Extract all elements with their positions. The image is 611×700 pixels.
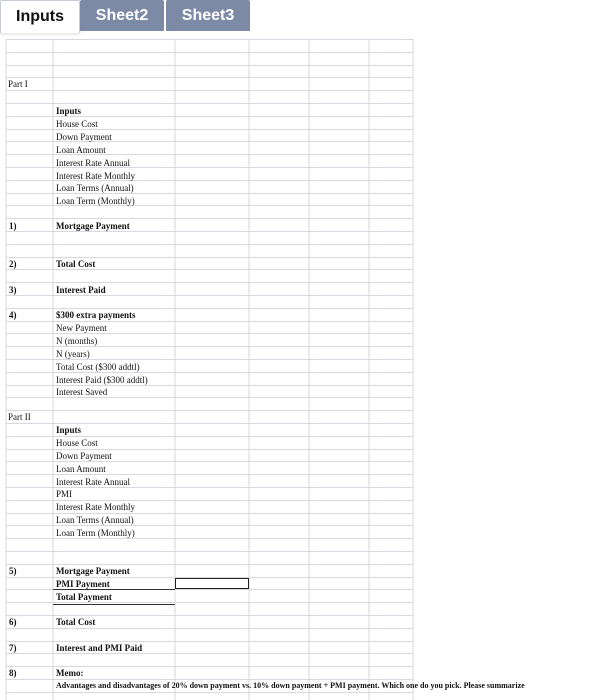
pmi-payment-label: PMI Payment bbox=[56, 579, 110, 589]
interest-paid-label: Interest Paid bbox=[56, 285, 106, 295]
question-6-number: 6) bbox=[9, 617, 17, 627]
total-cost-label: Total Cost bbox=[56, 259, 96, 269]
house-cost-label: House Cost bbox=[56, 119, 98, 129]
total-payment-label: Total Payment bbox=[56, 592, 112, 602]
pmi-payment-selected-cell[interactable] bbox=[175, 578, 249, 589]
house-cost-label-2: House Cost bbox=[56, 438, 98, 448]
interest-rate-monthly-label: Interest Rate Monthly bbox=[56, 171, 135, 181]
n-years-label: N (years) bbox=[56, 349, 90, 359]
question-8-number: 8) bbox=[9, 668, 17, 678]
question-1-number: 1) bbox=[9, 221, 17, 231]
n-months-label: N (months) bbox=[56, 336, 98, 346]
total-cost-extra-label: Total Cost ($300 addtl) bbox=[56, 362, 140, 372]
loan-terms-annual-label: Loan Terms (Annual) bbox=[56, 183, 134, 193]
sheet-tab-bar bbox=[0, 0, 611, 33]
interest-rate-annual-label-2: Interest Rate Annual bbox=[56, 477, 130, 487]
memo-label: Memo: bbox=[56, 668, 84, 678]
mortgage-payment-label: Mortgage Payment bbox=[56, 221, 130, 231]
loan-amount-label-2: Loan Amount bbox=[56, 464, 106, 474]
interest-saved-label: Interest Saved bbox=[56, 387, 108, 397]
loan-amount-label: Loan Amount bbox=[56, 145, 106, 155]
part-ii-label: Part II bbox=[8, 412, 31, 422]
question-4-number: 4) bbox=[9, 310, 17, 320]
total-cost-label-2: Total Cost bbox=[56, 617, 96, 627]
loan-term-monthly-label: Loan Term (Monthly) bbox=[56, 196, 135, 206]
memo-text: Advantages and disadvantages of 20% down payment vs. 10% down payment + PMI payment. Which one do you pick. Please summarize bbox=[56, 681, 525, 690]
mortgage-payment-label-2: Mortgage Payment bbox=[56, 566, 130, 576]
interest-pmi-paid-label: Interest and PMI Paid bbox=[56, 643, 143, 653]
loan-terms-annual-label-2: Loan Terms (Annual) bbox=[56, 515, 134, 525]
new-payment-label: New Payment bbox=[56, 323, 107, 333]
tab-sheet2[interactable]: Sheet2 bbox=[80, 0, 164, 31]
pmi-label: PMI bbox=[56, 489, 73, 499]
interest-paid-extra-label: Interest Paid ($300 addtl) bbox=[56, 375, 148, 385]
spreadsheet-grid[interactable] bbox=[0, 33, 611, 700]
interest-rate-annual-label: Interest Rate Annual bbox=[56, 158, 130, 168]
down-payment-label-2: Down Payment bbox=[56, 451, 112, 461]
question-2-number: 2) bbox=[9, 259, 17, 269]
interest-rate-monthly-label-2: Interest Rate Monthly bbox=[56, 502, 135, 512]
down-payment-label: Down Payment bbox=[56, 132, 112, 142]
part-ii-inputs-header: Inputs bbox=[56, 425, 82, 435]
part-i-label: Part I bbox=[8, 79, 28, 89]
question-7-number: 7) bbox=[9, 643, 17, 653]
tab-inputs[interactable]: Inputs bbox=[0, 0, 80, 33]
question-3-number: 3) bbox=[9, 285, 17, 295]
part-i-inputs-header: Inputs bbox=[56, 106, 82, 116]
tab-sheet3[interactable]: Sheet3 bbox=[166, 0, 250, 31]
loan-term-monthly-label-2: Loan Term (Monthly) bbox=[56, 528, 135, 538]
question-5-number: 5) bbox=[9, 566, 17, 576]
extra-payments-label: $300 extra payments bbox=[56, 310, 136, 320]
